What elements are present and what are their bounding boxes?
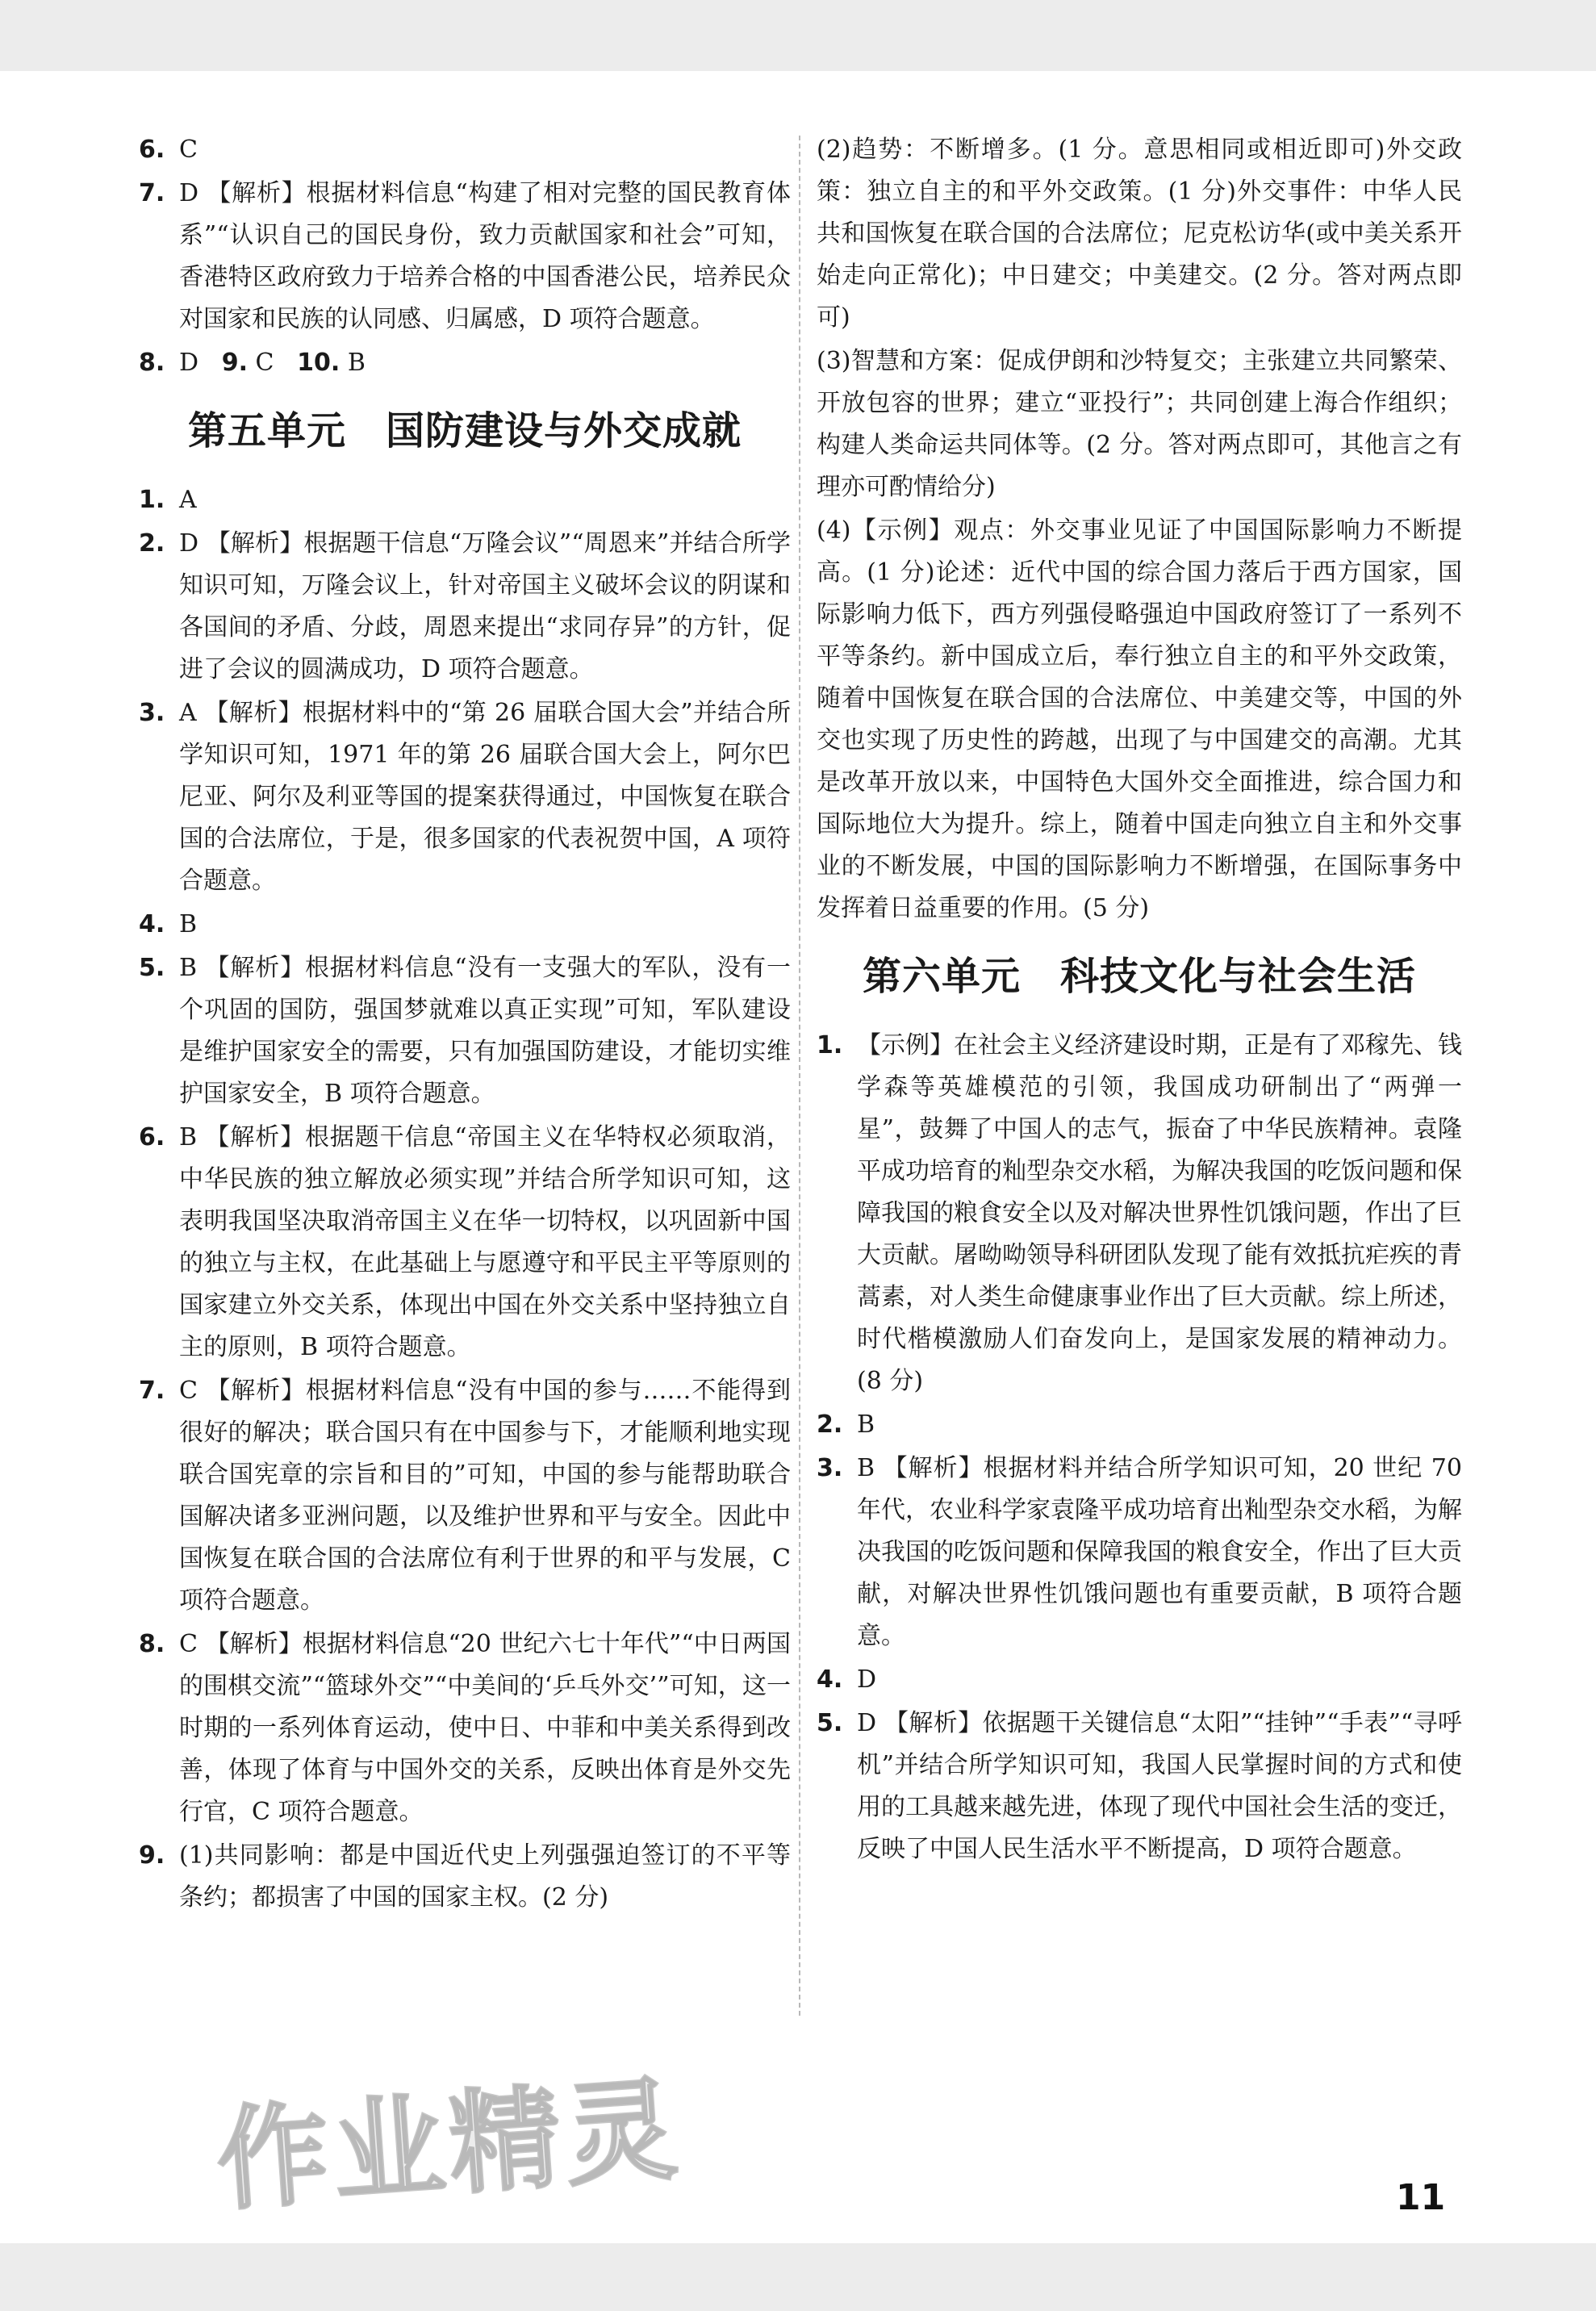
item-number: 4.	[817, 1665, 843, 1694]
answer-item	[817, 1404, 1462, 1446]
item-number: 9.	[139, 1841, 165, 1870]
item-text: B 【解析】根据材料并结合所学知识可知，20 世纪 70 年代，农业科学家袁隆平成功培育出籼型杂交水稻，为解决我国的吃饭问题和保障我国的粮食安全，作出了巨大贡献，对解决世界性饥饿问题也有重要贡献，B 项符合题意。	[857, 1454, 1462, 1650]
item-text: C	[255, 349, 274, 377]
item-number: 2.	[817, 1410, 843, 1439]
answer-item	[139, 129, 791, 171]
item-text: D 【解析】根据材料信息“构建了相对完整的国民教育体系”“认识自己的国民身份，致力贡献国家和社会”可知，香港特区政府致力于培养合格的中国香港公民，培养民众对国家和民族的认同感、归属感，D 项符合题意。	[179, 179, 791, 333]
answer-item	[139, 1370, 791, 1622]
item-text: C 【解析】根据材料信息“20 世纪六七十年代”“中日两国的围棋交流”“篮球外交”“中美间的‘乒乓外交’”可知，这一时期的一系列体育运动，使中日、中菲和中美关系得到改善，体现了体育与中国外交的关系，反映出体育是外交先行官，C 项符合题意。	[179, 1630, 791, 1826]
item-number: 9.	[221, 349, 248, 377]
item-number: 8.	[139, 349, 165, 377]
item-text: C 【解析】根据材料信息“没有中国的参与……不能得到很好的解决；联合国只有在中国参与下，才能顺利地实现联合国宪章的宗旨和目的”可知，中国的参与能帮助联合国解决诸多亚洲问题，以及维护世界和平与安全。因此中国恢复在联合国的合法席位有利于世界的和平与发展，C 项符合题意。	[179, 1377, 791, 1615]
answer-item	[139, 1835, 791, 1919]
item-number: 7.	[139, 179, 165, 207]
answer-continuation: (4)【示例】观点：外交事业见证了中国国际影响力不断提高。(1 分)论述：近代中国的综合国力落后于西方国家，国际影响力低下，西方列强侵略强迫中国政府签订了一系列不平等条约。新中国成立后，奉行独立自主的和平外交政策，随着中国恢复在联合国的合法席位、中美建交等，中国的外交也实现了历史性的跨越，出现了与中国建交的高潮。尤其是改革开放以来，中国特色大国外交全面推进，综合国力和国际地位大为提升。综上，随着中国走向独立自主和外交事业的不断发展，中国的国际影响力不断增强，在国际事务中发挥着日益重要的作用。(5 分)	[817, 516, 1462, 922]
item-number: 1.	[139, 486, 165, 514]
item-text: B	[179, 910, 198, 938]
item-text: D 【解析】根据题干信息“万隆会议”“周恩来”并结合所学知识可知，万隆会议上，针对帝国主义破坏会议的阴谋和各国间的矛盾、分歧，周恩来提出“求同存异”的方针，促进了会议的圆满成功，D 项符合题意。	[179, 529, 791, 683]
item-text: A 【解析】根据材料中的“第 26 届联合国大会”并结合所学知识可知，1971 年的第 26 届联合国大会上，阿尔巴尼亚、阿尔及利亚等国的提案获得通过，中国恢复在联合国的合法席位，于是，很多国家的代表祝贺中国，A 项符合题意。	[179, 699, 791, 895]
item-text: B 【解析】根据题干信息“帝国主义在华特权必须取消，中华民族的独立解放必须实现”并结合所学知识可知，这表明我国坚决取消帝国主义在华一切特权，以巩固新中国的独立与主权，在此基础上与愿遵守和平民主平等原则的国家建立外交关系，体现出中国在外交关系中坚持独立自主的原则，B 项符合题意。	[179, 1123, 791, 1361]
item-number: 3.	[139, 699, 165, 727]
watermark: 作业精灵	[212, 2064, 686, 2226]
answer-page	[0, 71, 1596, 2243]
item-text: D 【解析】依据题干关键信息“太阳”“挂钟”“手表”“寻呼机”并结合所学知识可知，我国人民掌握时间的方式和使用的工具越来越先进，体现了现代中国社会生活的变迁，反映了中国人民生活水平不断提高，D 项符合题意。	[857, 1709, 1462, 1863]
item-text: (1)共同影响：都是中国近代史上列强强迫签订的不平等条约；都损害了中国的国家主权。(2 分)	[179, 1841, 791, 1912]
answer-item-row-8-10	[139, 342, 791, 384]
page-number: 11	[1396, 2177, 1446, 2218]
item-number: 3.	[817, 1454, 843, 1482]
item-text: B 【解析】根据材料信息“没有一支强大的军队，没有一个巩固的国防，强国梦就难以真正实现”可知，军队建设是维护国家安全的需要，只有加强国防建设，才能切实维护国家安全，B 项符合题意。	[179, 954, 791, 1108]
item-text: D	[179, 349, 199, 377]
item-number: 7.	[139, 1377, 165, 1405]
left-column	[139, 129, 791, 1920]
item-number: 2.	[139, 529, 165, 558]
answer-item	[817, 1659, 1462, 1701]
answer-item	[139, 1117, 791, 1369]
item-number: 10.	[297, 349, 341, 377]
item-number: 8.	[139, 1630, 165, 1658]
column-divider	[799, 136, 800, 2016]
answer-item	[817, 1703, 1462, 1870]
item-text: D	[857, 1665, 877, 1694]
unit-heading: 第六单元 科技文化与社会生活	[862, 954, 1416, 999]
answer-item	[139, 523, 791, 691]
unit-heading: 第五单元 国防建设与外交成就	[187, 408, 742, 453]
item-text: 【示例】在社会主义经济建设时期，正是有了邓稼先、钱学森等英雄模范的引领，我国成功研制出了“两弹一星”，鼓舞了中国人的志气，振奋了中华民族精神。袁隆平成功培育的籼型杂交水稻，为解决我国的吃饭问题和保障我国的粮食安全以及对解决世界性饥饿问题，作出了巨大贡献。屠呦呦领导科研团队发现了能有效抵抗疟疾的青蒿素，对人类生命健康事业作出了巨大贡献。综上所述，时代楷模激励人们奋发向上，是国家发展的精神动力。(8 分)	[857, 1031, 1462, 1395]
item-text: B	[347, 349, 366, 377]
right-column	[817, 129, 1462, 1872]
item-number: 5.	[817, 1709, 843, 1737]
answer-item	[139, 173, 791, 341]
item-number: 1.	[817, 1031, 843, 1059]
answer-item	[817, 1448, 1462, 1657]
answer-continuation: (2)趋势：不断增多。(1 分。意思相同或相近即可)外交政策：独立自主的和平外交政策。(1 分)外交事件：中华人民共和国恢复在联合国的合法席位；尼克松访华(或中美关系开始走向正常化)；中日建交；中美建交。(2 分。答对两点即可)	[817, 136, 1462, 332]
answer-item	[139, 947, 791, 1115]
answer-continuation: (3)智慧和方案：促成伊朗和沙特复交；主张建立共同繁荣、开放包容的世界；建立“亚投行”；共同创建上海合作组织；构建人类命运共同体等。(2 分。答对两点即可，其他言之有理亦可酌情给分)	[817, 347, 1462, 501]
item-number: 6.	[139, 1123, 165, 1151]
answer-item	[139, 692, 791, 902]
answer-item	[139, 1624, 791, 1833]
answer-item	[817, 1025, 1462, 1402]
answer-item	[139, 479, 791, 521]
item-text: A	[179, 486, 197, 514]
item-number: 5.	[139, 954, 165, 982]
item-number: 4.	[139, 910, 165, 938]
item-number: 6.	[139, 136, 165, 164]
answer-item	[139, 904, 791, 946]
item-text: C	[179, 136, 198, 164]
item-text: B	[857, 1410, 875, 1439]
